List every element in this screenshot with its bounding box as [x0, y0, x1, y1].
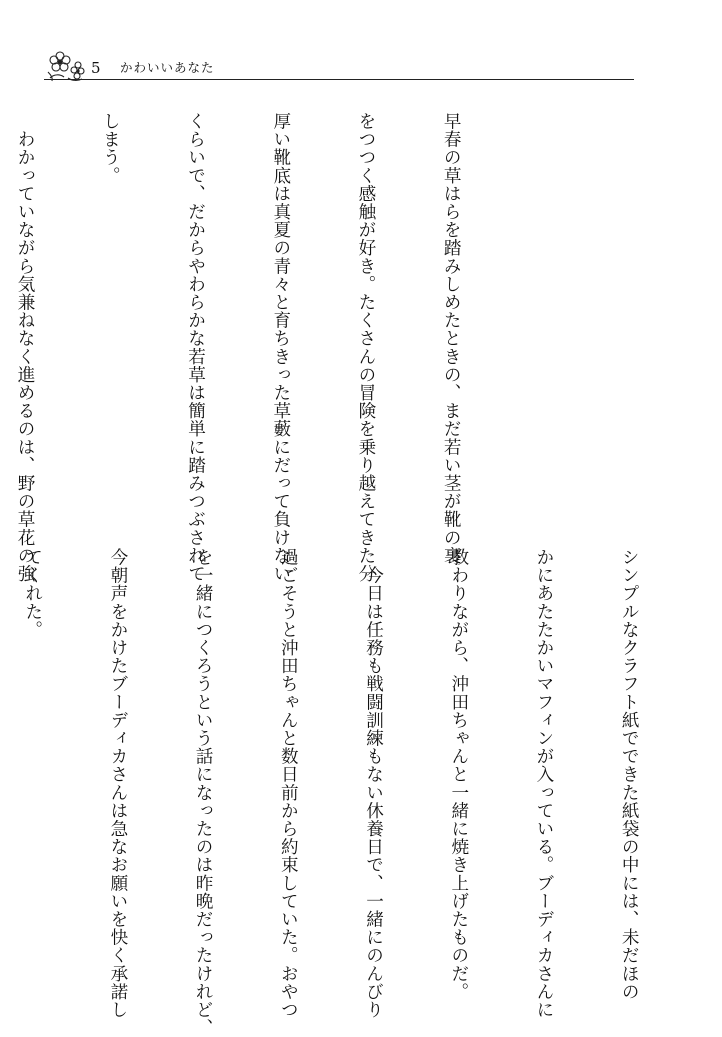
text-column: をつつく感触が好き。たくさんの冒険を乗り越えてきた分	[355, 112, 376, 583]
text-column: わかっていながら気兼ねなく進めるのは、野の草花の強	[15, 112, 36, 583]
text-column: 厚い靴底は真夏の青々と育ちきった草藪にだって負けない	[270, 112, 291, 583]
running-header	[44, 46, 684, 88]
text-column: かにあたたかいマフィンが入っている。ブーディカさんに	[533, 548, 554, 1019]
text-column: 教わりながら、沖田ちゃんと一緒に焼き上げたものだ。	[448, 548, 469, 1001]
text-column: てくれた。	[22, 548, 43, 639]
text-column: 早春の草はらを踏みしめたときの、まだ若い茎が靴の裏	[441, 112, 462, 565]
chapter-title: かわいいあなた	[120, 60, 215, 75]
text-column: を一緒につくろうという話になったのは昨晩だったけれど、	[193, 548, 214, 1037]
text-block-bottom	[0, 548, 700, 1037]
page-number: 5	[91, 59, 101, 77]
text-block-top	[0, 112, 522, 583]
text-column: 過ごそうと沖田ちゃんと数日前から約束していた。おやつ	[278, 548, 299, 1019]
header-rule	[44, 79, 634, 80]
text-column: シンプルなクラフト紙でできた紙袋の中には、未だほの	[619, 548, 640, 1001]
text-column: 今朝声をかけたブーディカさんは急なお願いを快く承諾し	[107, 548, 128, 1019]
text-column: 今日は任務も戦闘訓練もない休養日で、一緒にのんびり	[363, 548, 384, 1019]
text-column: くらいで、だからやわらかな若草は簡単に踏みつぶされて	[185, 112, 206, 583]
text-column: しまう。	[100, 112, 121, 185]
